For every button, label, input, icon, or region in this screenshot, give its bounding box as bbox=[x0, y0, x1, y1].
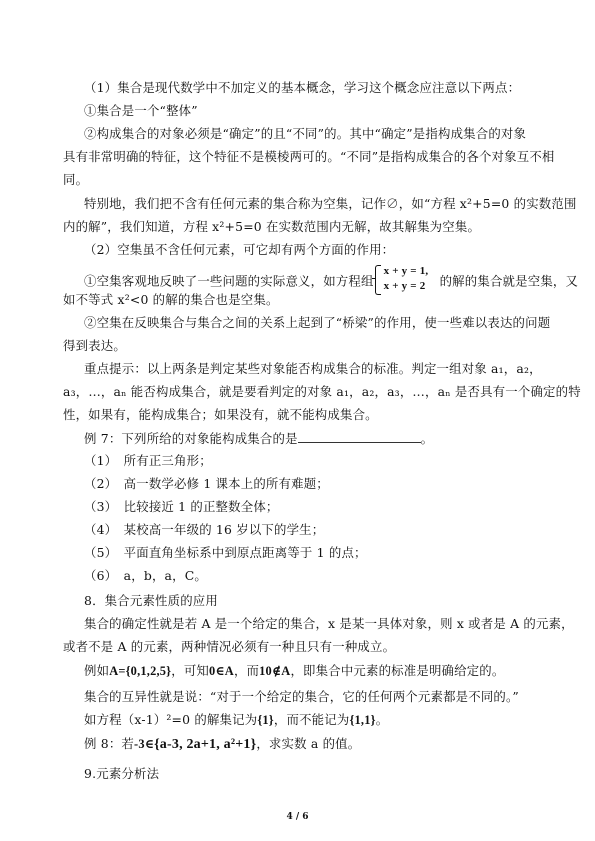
text-line: a₃，…，aₙ 能否构成集合，就是要看判定的对象 a₁，a₂，a₃，…，aₙ 是否具有一个确定的特 bbox=[63, 384, 581, 399]
section-heading: 8．集合元素性质的应用 bbox=[84, 593, 218, 608]
text-span: 。 bbox=[375, 712, 389, 727]
example-8-question bbox=[84, 736, 360, 753]
list-item: （5） 平面直角坐标系中到原点距离等于 1 的点； bbox=[84, 545, 367, 560]
list-item: （1） 所有正三角形； bbox=[84, 453, 212, 468]
text-line: 同。 bbox=[63, 172, 89, 187]
math-expression: -3∈ bbox=[134, 737, 155, 751]
text-span: 例 8：若 bbox=[84, 736, 134, 751]
text-line: ①集合是一个“整体” bbox=[84, 103, 198, 118]
text-span: ①空集客观地反映了一些问题的实际意义，如方程组 bbox=[84, 273, 374, 289]
text-line: 或者不是 A 的元素，两种情况必须有一种且只有一种成立。 bbox=[63, 639, 396, 654]
list-item: （3） 比较接近 1 的正整数全体； bbox=[84, 499, 279, 514]
text-line: 得到表达。 bbox=[63, 338, 126, 353]
text-span: 例 7：下列所给的对象能构成集合的是 bbox=[84, 431, 298, 446]
answer-blank[interactable] bbox=[298, 430, 421, 443]
text-line bbox=[84, 712, 388, 728]
list-item: （4） 某校高一年级的 16 岁以下的学生； bbox=[84, 522, 325, 537]
text-line: ②空集在反映集合与集合之间的关系上起到了“桥梁”的作用，使一些难以表达的问题 bbox=[84, 315, 551, 330]
text-line: 特别地，我们把不含有任何元素的集合称为空集，记作∅，如“方程 x²+5=0 的实数范围 bbox=[84, 196, 577, 211]
text-span: ，而不能记为 bbox=[273, 712, 350, 727]
list-item: （6） a，b，a，C。 bbox=[84, 568, 208, 583]
example-7-question bbox=[84, 430, 433, 447]
math-expression: {1} bbox=[257, 713, 274, 727]
equation-2: x + y = 2 bbox=[383, 280, 426, 292]
text-line: 内的解”，我们知道，方程 x²+5=0 在实数范围内无解，故其解集为空集。 bbox=[63, 219, 481, 234]
text-span: 如方程（x-1）²=0 的解集记为 bbox=[84, 712, 258, 727]
text-line bbox=[84, 663, 505, 679]
text-span: 例如 bbox=[84, 663, 110, 678]
text-span: ，求实数 a 的值。 bbox=[256, 736, 361, 751]
text-span: 。 bbox=[420, 431, 434, 446]
equation-1: x + y = 1, bbox=[383, 265, 429, 277]
text-line: 性，如果有，能构成集合；如果没有，就不能构成集合。 bbox=[63, 407, 378, 422]
math-set-expression: {a-3, 2a+1, a²+1} bbox=[154, 737, 257, 752]
text-line: 如不等式 x²<0 的解的集合也是空集。 bbox=[63, 292, 279, 307]
page-number: 4 / 6 bbox=[286, 812, 309, 822]
text-line: 集合的确定性就是若 A 是一个给定的集合，x 是某一具体对象，则 x 或者是 A 的元素， bbox=[84, 616, 574, 631]
section-heading: 9.元素分析法 bbox=[84, 766, 160, 781]
text-line: （1）集合是现代数学中不加定义的基本概念，学习这个概念应注意以下两点： bbox=[84, 80, 521, 95]
text-line: 重点提示：以上两条是判定某些对象能否构成集合的标准。判定一组对象 a₁，a₂， bbox=[84, 361, 542, 376]
text-line: 集合的互异性就是说：“对于一个给定的集合，它的任何两个元素都是不同的。” bbox=[84, 689, 519, 704]
math-expression: 10∉A bbox=[259, 664, 291, 678]
text-span: ，而 bbox=[233, 663, 260, 678]
text-line: ②构成集合的对象必须是“确定”的且“不同”的。其中“确定”是指构成集合的对象 bbox=[84, 126, 527, 141]
math-expression: A={0,1,2,5} bbox=[109, 664, 172, 678]
text-line: （2）空集虽不含任何元素，可它却有两个方面的作用： bbox=[84, 242, 395, 257]
math-expression: {1,1} bbox=[349, 713, 376, 727]
brace-icon bbox=[375, 265, 381, 295]
text-span: ，可知 bbox=[171, 663, 210, 678]
text-line: 具有非常明确的特征，这个特征不是模棱两可的。“不同”是指构成集合的各个对象互不相 bbox=[63, 149, 555, 164]
math-expression: 0∈A bbox=[209, 664, 234, 678]
text-span: 的解的集合就是空集，又 bbox=[439, 273, 579, 289]
equation-system bbox=[375, 265, 439, 295]
text-span: ，即集合中元素的标准是明确给定的。 bbox=[290, 663, 505, 678]
list-item: （2） 高一数学必修 1 课本上的所有难题； bbox=[84, 476, 329, 491]
